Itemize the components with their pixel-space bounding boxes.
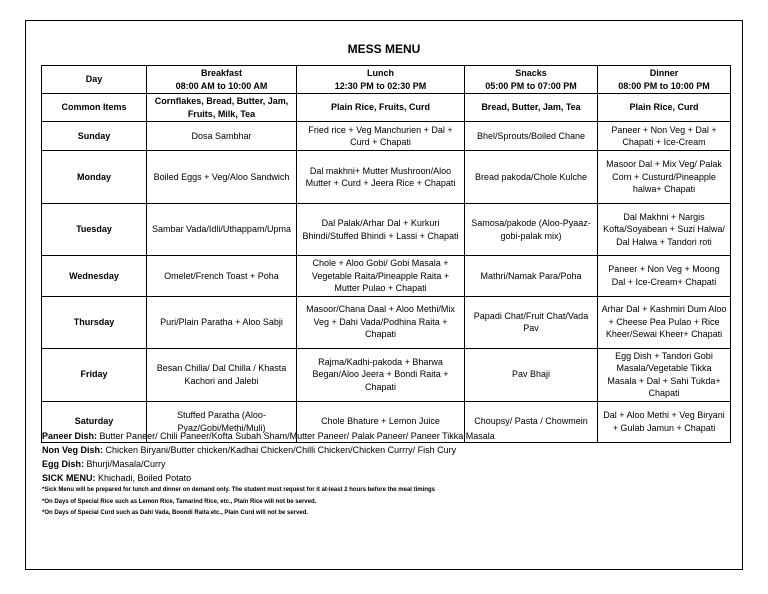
fine-print-curd: *On Days of Special Curd such as Dahi Vada, Boondi Raita etc., Plain Curd will not be served.	[42, 510, 309, 516]
header-dinner-label: Dinner	[649, 68, 679, 78]
egg-dish-label: Egg Dish	[42, 459, 82, 469]
dinner-cell: Plain Rice, Curd	[598, 94, 731, 122]
header-lunch-time: 12:30 PM to 02:30 PM	[334, 80, 427, 91]
paneer-dish-note: Paneer Dish: Butter Paneer/ Chili Paneer/Kofta Subah Sham/Mutter Paneer/ Palak Paneer/ Paneer Tikka Masala	[42, 431, 495, 441]
lunch-cell: Rajma/Kadhi-pakoda + Bharwa Began/Aloo Jeera + Bondi Raita + Chapati	[297, 348, 465, 401]
breakfast-cell: Boiled Eggs + Veg/Aloo Sandwich	[147, 151, 297, 204]
header-breakfast-time: 08:00 AM to 10:00 AM	[175, 80, 268, 91]
lunch-cell: Chole + Aloo Gobi/ Gobi Masala + Vegetable Raita/Pineapple Raita + Mutter Pulao + Chapati	[297, 256, 465, 297]
header-dinner	[598, 66, 731, 94]
header-day: Day	[42, 66, 147, 94]
header-snacks-time: 05:00 PM to 07:00 PM	[485, 80, 577, 91]
table-row-thursday	[42, 296, 731, 348]
snacks-cell: Papadi Chat/Fruit Chat/Vada Pav	[465, 296, 598, 348]
day-cell: Monday	[42, 151, 147, 204]
paneer-dish-text: Butter Paneer/ Chili Paneer/Kofta Subah Sham/Mutter Paneer/ Palak Paneer/ Paneer Tikka Masala	[99, 431, 495, 441]
fine-print-sick: *Sick Menu will be prepared for lunch and dinner on demand only. The student must request for it at-least 2 hours before the meal timings	[42, 487, 435, 493]
dinner-cell: Paneer + Non Veg + Moong Dal + Ice-Cream+ Chapati	[598, 256, 731, 297]
snacks-cell: Pav Bhaji	[465, 348, 598, 401]
egg-dish-text: Bhurji/Masala/Curry	[86, 459, 166, 469]
sick-menu-label: SICK MENU	[42, 473, 93, 483]
nonveg-dish-note: Non Veg Dish: Chicken Biryani/Butter chicken/Kadhai Chicken/Chilli Chicken/Chicken Currry/ Fish Cury	[42, 445, 457, 455]
dinner-cell: Dal + Aloo Methi + Veg Biryani + Gulab Jamun + Chapati	[598, 401, 731, 442]
snacks-cell: Bhel/Sprouts/Boiled Chane	[465, 122, 598, 151]
day-cell: Wednesday	[42, 256, 147, 297]
table-header-row	[42, 66, 731, 94]
dinner-cell: Dal Makhni + Nargis Kofta/Soyabean + Suzi Halwa/ Dal Halwa + Tandori roti	[598, 204, 731, 256]
snacks-cell: Samosa/pakode (Aloo-Pyaaz-gobi-palak mix)	[465, 204, 598, 256]
table-row-wednesday	[42, 256, 731, 297]
snacks-cell: Choupsy/ Pasta / Chowmein	[465, 401, 598, 442]
header-dinner-time: 08:00 PM to 10:00 PM	[618, 80, 710, 91]
sick-menu-note: SICK MENU: Khichadi, Boiled Potato	[42, 473, 192, 483]
lunch-cell: Chole Bhature + Lemon Juice	[297, 401, 465, 442]
table-row-tuesday	[42, 204, 731, 256]
paneer-dish-label: Paneer Dish	[42, 431, 95, 441]
day-cell: Friday	[42, 348, 147, 401]
day-cell: Common Items	[42, 94, 147, 122]
breakfast-cell: Stuffed Paratha (Aloo-Pyaz/Gobi/Methi/Muli)	[147, 401, 297, 442]
table-row-monday	[42, 151, 731, 204]
snacks-cell: Bread pakoda/Chole Kulche	[465, 151, 598, 204]
breakfast-cell: Omelet/French Toast + Poha	[147, 256, 297, 297]
day-cell: Tuesday	[42, 204, 147, 256]
mess-menu-table	[41, 65, 731, 443]
table-row-sunday	[42, 122, 731, 151]
header-lunch	[297, 66, 465, 94]
day-cell: Thursday	[42, 296, 147, 348]
fine-print-rice: *On Days of Special Rice such as Lemon Rice, Tamarind Rice, etc., Plain Rice will not be served.	[42, 498, 317, 505]
header-lunch-label: Lunch	[367, 68, 394, 78]
day-cell: Sunday	[42, 122, 147, 151]
lunch-cell: Plain Rice, Fruits, Curd	[297, 94, 465, 122]
page-title: MESS MENU	[347, 42, 421, 56]
header-breakfast-label: Breakfast	[200, 68, 243, 78]
table-row-common-items	[42, 94, 731, 122]
header-snacks-label: Snacks	[515, 68, 547, 78]
breakfast-cell: Besan Chilla/ Dal Chilla / Khasta Kachori and Jalebi	[147, 348, 297, 401]
table-row-friday	[42, 348, 731, 401]
menu-notes	[42, 429, 722, 520]
dinner-cell: Paneer + Non Veg + Dal + Chapati + Ice-Cream	[598, 122, 731, 151]
breakfast-cell: Dosa Sambhar	[147, 122, 297, 151]
egg-dish-note: Egg Dish: Bhurji/Masala/Curry	[42, 459, 166, 469]
day-cell: Saturday	[42, 401, 147, 442]
nonveg-dish-label: Non Veg Dish	[42, 445, 101, 455]
dinner-cell: Egg Dish + Tandori Gobi Masala/Vegetable Tikka Masala + Dal + Sahi Tukda+ Chapati	[598, 348, 731, 401]
lunch-cell: Dal Palak/Arhar Dal + Kurkuri Bhindi/Stuffed Bhindi + Lassi + Chapati	[297, 204, 465, 256]
breakfast-cell: Cornflakes, Bread, Butter, Jam, Fruits, Milk, Tea	[147, 94, 297, 122]
breakfast-cell: Puri/Plain Paratha + Aloo Sabji	[147, 296, 297, 348]
dinner-cell: Arhar Dal + Kashmiri Dum Aloo + Cheese Pea Pulao + Rice Kheer/Sewai Kheer+ Chapati	[598, 296, 731, 348]
lunch-cell: Fried rice + Veg Manchurien + Dal + Curd + Chapati	[297, 122, 465, 151]
breakfast-cell: Sambar Vada/Idli/Uthappam/Upma	[147, 204, 297, 256]
snacks-cell: Bread, Butter, Jam, Tea	[465, 94, 598, 122]
header-snacks	[465, 66, 598, 94]
dinner-cell: Masoor Dal + Mix Veg/ Palak Corn + Custurd/Pineapple halwa+ Chapati	[598, 151, 731, 204]
snacks-cell: Mathri/Namak Para/Poha	[465, 256, 598, 297]
lunch-cell: Masoor/Chana Daal + Aloo Methi/Mix Veg + Dahi Vada/Podhina Raita + Chapati	[297, 296, 465, 348]
nonveg-dish-text: Chicken Biryani/Butter chicken/Kadhai Chicken/Chilli Chicken/Chicken Currry/ Fish Cury	[105, 445, 457, 455]
header-breakfast	[147, 66, 297, 94]
lunch-cell: Dal makhni+ Mutter Mushroon/Aloo Mutter + Curd + Jeera Rice + Chapati	[297, 151, 465, 204]
sick-menu-text: Khichadi, Boiled Potato	[98, 473, 192, 483]
